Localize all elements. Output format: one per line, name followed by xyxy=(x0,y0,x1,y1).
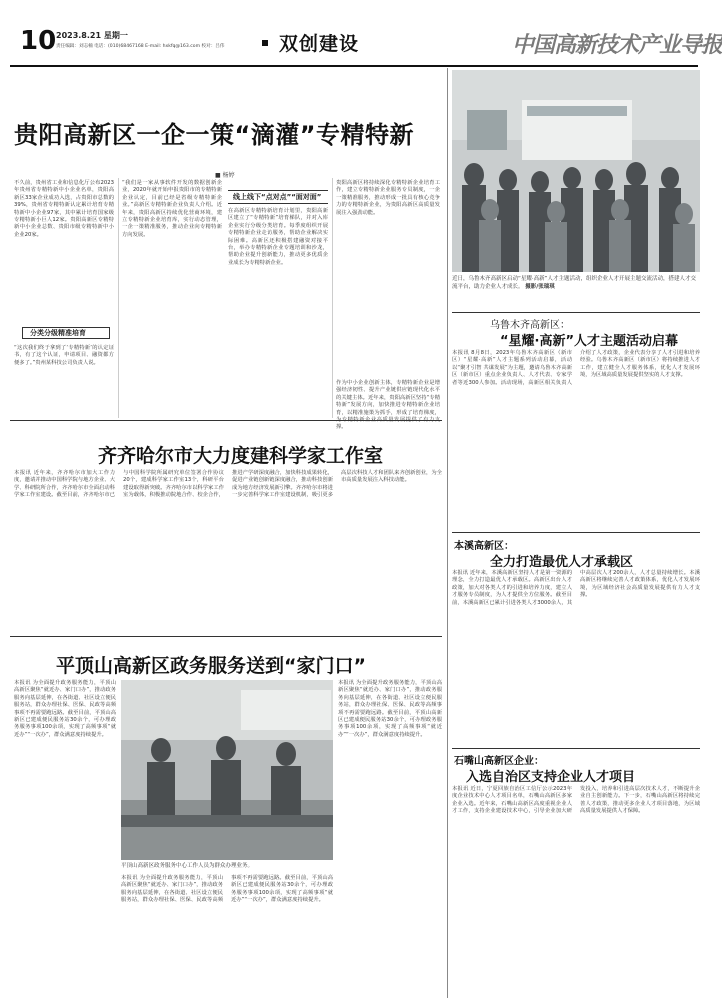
photo1-caption xyxy=(452,275,700,309)
article3-title: 齐齐哈尔市大力度建科学家工作室 xyxy=(98,445,384,467)
section-marker xyxy=(262,40,268,46)
article1-col2: “我们是一家从事软件开发的数据创新企业，2020年就开始申报贵阳市的专精特新企业认定，目前已经是省级专精特新企业。”高新区专精特新企业负责人介绍。近年来，贵阳高新区持续优化营商环境，建立专精特新企业培育库，实行动态管理，一企一策精准服务，推动企业向专精特新方向发展。 xyxy=(122,180,222,238)
column-divider xyxy=(332,178,333,418)
photo-service-center xyxy=(121,680,333,860)
article6-body: 本报讯 近日，宁夏回族自治区工信厅公示2023年度企业技术中心人才项目名单，石嘴山高新区多家企业入选。近年来，石嘴山高新区高度重视企业人才工作，支持企业建设技术中心，引导企业加大研发投入，培养和引进高层次技术人才，不断提升企业自主创新能力。下一步，石嘴山高新区将持续完善人才政策，推动更多企业人才项目落地，为区域高质量发展提供人才保障。 xyxy=(452,786,700,815)
rule-photo1 xyxy=(452,312,700,313)
section-title: 双创建设 xyxy=(279,33,360,55)
article5-col3: 本报讯 为全面提升政务服务能力，平顶山高新区聚焦“就近办、家门口办”，推动政务服务向基层延伸，在各街道、社区设立便民服务站，群众办理社保、医保、民政等高频事项不再需要跑远路。截至目前，平顶山高新区已建成便民服务站30余个，可办理政务服务事项100余项，实现了高频事项“就近办”“一次办”，群众满意度持续提升。 xyxy=(338,680,442,738)
article6-title: 入选自治区支持企业人才项目 xyxy=(466,770,636,785)
article1-col3: 在高新区专精特新培育计划里，贵阳高新区建立了“专精特新”培育梯队，并对入库企业实行分级分类培育。每季度组织开展专精特新企业走访服务，帮助企业解决实际困难。高新区还积极搭建融资对接平台，举办专精特新企业专题培训和沙龙，帮助企业提升创新能力，推动更多优质企业成长为专精特新企业。 xyxy=(228,208,328,266)
article2-body: 本报讯 8月8日，2023年乌鲁木齐高新区（新市区）“星耀·高新”人才主题系列活动启幕，活动以“聚才引智 共谋发展”为主题，邀请乌鲁木齐高新区（新市区）重点企业负责人、人才代表、专家学者等近300人参加。活动现场，高新区相关负责人介绍了人才政策，企业代表分享了人才引进和培养经验。乌鲁木齐高新区（新市区）将持续推进人才工作，建立健全人才服务体系，优化人才发展环境，为区域高质量发展提供坚实的人才支撑。 xyxy=(452,350,700,386)
article1-title: 贵阳高新区一企一策“滴灌”专精特新 xyxy=(14,121,415,149)
rule-article3 xyxy=(10,636,442,637)
article5-photo-caption: 平顶山高新区政务服务中心工作人员为群众办理业务。 xyxy=(121,863,254,869)
article4-title: 全力打造最优人才承载区 xyxy=(490,555,634,570)
right-column-divider xyxy=(447,68,448,998)
photo-service-center-image xyxy=(121,680,333,860)
article1-subhead1-label: 分类分级精准培育 xyxy=(30,329,86,337)
page-number: 10 xyxy=(20,26,57,56)
article5-col1: 本报讯 为全面提升政务服务能力，平顶山高新区聚焦“就近办、家门口办”，推动政务服务向基层延伸，在各街道、社区设立便民服务站，群众办理社保、医保、民政等高频事项不再需要跑远路。截至目前，平顶山高新区已建成便民服务站30余个，可办理政务服务事项100余项，实现了高频事项“就近办”“一次办”，群众满意度持续提升。 xyxy=(14,680,116,738)
column-divider xyxy=(118,178,119,418)
article1-quote: “这次我们终于拿到了‘专精特新’的认定证书，有了这个认证，申请项目、融资都方便多了。”贵州某科技公司负责人说。 xyxy=(14,345,114,366)
rule-article1-bottom xyxy=(10,420,442,421)
article1-byline: ■ 杨婷 xyxy=(215,172,235,179)
rule-article2 xyxy=(452,532,700,533)
date-line: 2023.8.21 星期一 xyxy=(56,31,128,40)
header-rule xyxy=(10,65,698,67)
photo1-credit: 摄影/张瑞琪 xyxy=(525,284,555,290)
article1-col1b: 作为中小企业创新主体，专精特新企业是增强经济韧性、提升产业链供应链现代化水平的关键主体。近年来，贵阳高新区坚持“专精特新”发展方向，加快推进专精特新企业培育，以精准施策为抓手，形成了培育梯度，为专精特新企业高质量发展提供了有力支撑。 xyxy=(336,380,440,431)
article2-title: “星耀·高新”人才主题活动启幕 xyxy=(500,334,679,349)
masthead: 中国高新技术产业导报 xyxy=(512,32,722,58)
article5-col2: 本报讯 为全面提升政务服务能力，平顶山高新区聚焦“就近办、家门口办”，推动政务服务向基层延伸，在各街道、社区设立便民服务站，群众办理社保、医保、民政等高频事项不再需要跑远路。截至目前，平顶山高新区已建成便民服务站30余个，可办理政务服务事项100余项，实现了高频事项“就近办”“一次办”，群众满意度持续提升。 xyxy=(121,875,333,904)
photo-talent-event-image xyxy=(452,70,700,272)
article1-col1: 不久前，贵州省工业和信息化厅公布2023年贵州省专精特新中小企业名单，贵阳高新区33家企业成功入选，占贵阳市总数的39%，贵州省专精特新认定累计培育专精特新中小企业97家，其中累计培育国家级专精特新小巨人12家。贵阳高新区专精特新中小企业总数、贵阳市级专精特新中小企业20家。 xyxy=(14,180,114,238)
article4-body: 本报讯 近年来，本溪高新区坚持人才是第一资源的理念，全力打造最优人才承载区。高新区出台人才政策，加大对各类人才的引进和培养力度，建立人才服务专员制度，为人才提供全方位服务。截至目前，本溪高新区已累计引进各类人才3000余人，其中高层次人才200余人，人才总量持续增长。本溪高新区将继续完善人才政策体系，优化人才发展环境，为区域经济社会高质量发展提供有力人才支撑。 xyxy=(452,570,700,606)
article1-col4: 贵阳高新区将持续深化专精特新企业培育工作，建立专精特新企业服务专员制度，一企一策精准服务，推动形成一批具有核心竞争力的专精特新企业，为贵阳高新区高质量发展注入强劲动能。 xyxy=(336,180,440,216)
editor-line: 责任编辑：刘志楠 电话：(010)68467168 E-mail: hxkfq@163.com 校对：吕伟 xyxy=(56,44,225,49)
article4-kicker: 本溪高新区： xyxy=(454,541,514,552)
article1-subhead2: 线上线下“点对点”“面对面” xyxy=(233,193,322,201)
article3-body: 本报讯 近年来，齐齐哈尔市加大工作力度，邀请并推动中国科学院与地方企业、大学、科研院所合作，齐齐哈尔市全面启动科学家工作室建设。截至目前，齐齐哈尔市已与中国科学院所属研究单位签署合作协议20个，建成科学家工作室13个，科研平台建设取得新突破。齐齐哈尔市以科学家工作室为载体，积极推动院地合作、校企合作，推进产学研深度融合，加快科技成果转化，促进产业链创新链深度融合，推动科技创新成为地方经济发展新引擎。齐齐哈尔市将进一步完善科学家工作室建设机制，吸引更多高层次科技人才和团队来齐创新创业，为全市高质量发展注入科技动能。 xyxy=(14,470,442,499)
article2-kicker: 乌鲁木齐高新区： xyxy=(490,320,570,331)
article5-title: 平顶山高新区政务服务送到“家门口” xyxy=(56,655,366,677)
photo1-caption-text: 近日，乌鲁木齐高新区启动“星耀·高新”人才主题活动，组织企业人才开展主题交流活动，搭建人才交流平台，助力企业人才成长。 xyxy=(452,276,696,290)
photo-talent-event xyxy=(452,70,700,272)
rule-article4 xyxy=(452,748,700,749)
article6-kicker: 石嘴山高新区企业： xyxy=(454,756,544,767)
